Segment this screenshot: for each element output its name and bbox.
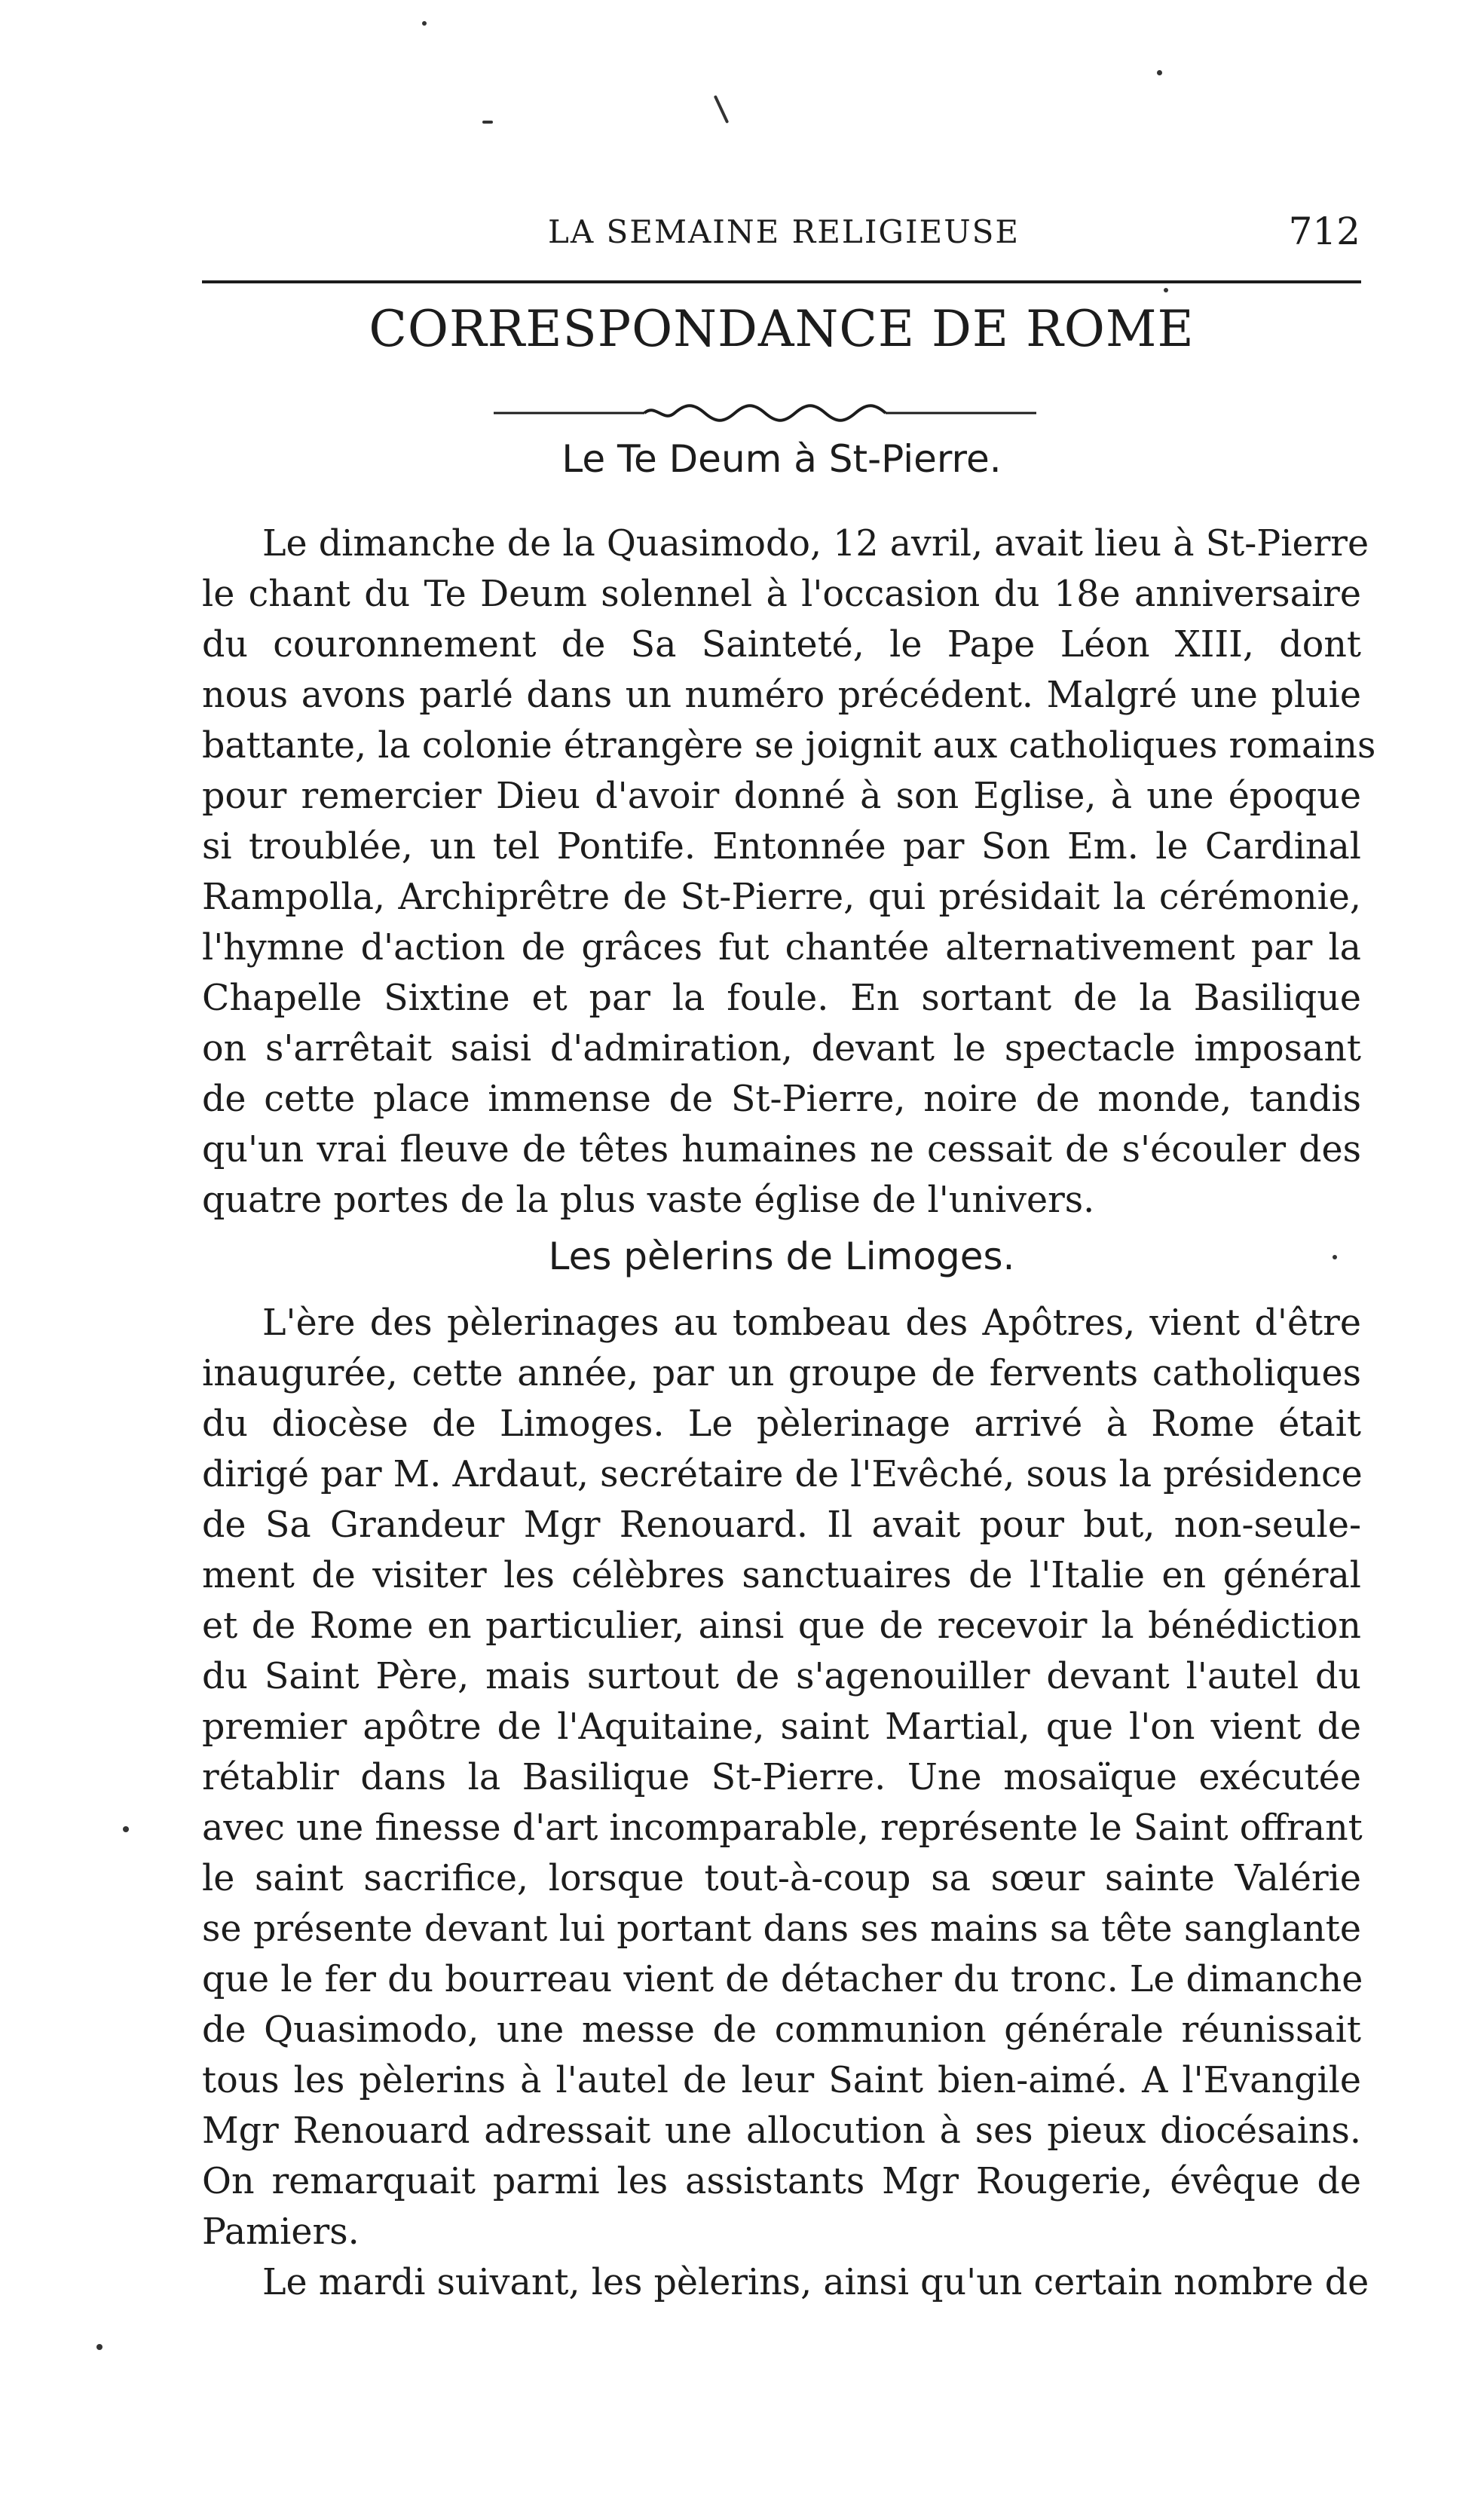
text-line: nous avons parlé dans un numéro précédent. Malgré une pluie — [202, 675, 1361, 716]
text-line: tous les pèlerins à l'autel de leur Saint bien-aimé. A l'Evangile — [202, 2060, 1361, 2101]
scan-speck — [1157, 70, 1162, 75]
text-line: et de Rome en particulier, ainsi que de recevoir la bénédiction — [202, 1605, 1361, 1647]
running-header — [207, 197, 1360, 265]
text-line: Chapelle Sixtine et par la foule. En sortant de la Basilique — [202, 978, 1361, 1019]
text-line: quatre portes de la plus vaste église de l'univers. — [202, 1180, 1095, 1221]
text-line: rétablir dans la Basilique St-Pierre. Une mosaïque exécutée — [202, 1757, 1361, 1798]
section-title-te-deum: Le Te Deum à St-Pierre. — [561, 437, 1002, 481]
scan-speck — [714, 95, 730, 124]
text-line: de Quasimodo, une messe de communion générale réunissait — [202, 2009, 1361, 2051]
text-line: du couronnement de Sa Sainteté, le Pape Léon XIII, dont — [202, 624, 1361, 666]
text-line: le saint sacrifice, lorsque tout-à-coup sa sœur sainte Valérie — [202, 1858, 1361, 1899]
text-line: Rampolla, Archiprêtre de St-Pierre, qui présidait la cérémonie, — [202, 877, 1361, 918]
text-line: qu'un vrai fleuve de têtes humaines ne cessait de s'écouler des — [202, 1129, 1361, 1170]
text-line: de cette place immense de St-Pierre, noire de monde, tandis — [202, 1079, 1361, 1120]
scan-speck — [1164, 288, 1168, 292]
text-line: ment de visiter les célèbres sanctuaires de l'Italie en général — [202, 1555, 1361, 1596]
text-line: de Sa Grandeur Mgr Renouard. Il avait pour but, non-seule- — [202, 1504, 1361, 1546]
header-rule — [202, 280, 1361, 283]
text-line: se présente devant lui portant dans ses mains sa tête sanglante — [202, 1908, 1361, 1950]
text-line: Le mardi suivant, les pèlerins, ainsi qu'un certain nombre de — [262, 2262, 1369, 2303]
text-line: L'ère des pèlerinages au tombeau des Apôtres, vient d'être — [262, 1302, 1361, 1344]
scan-speck — [123, 1826, 129, 1832]
text-line: battante, la colonie étrangère se joignit aux catholiques romains — [202, 725, 1376, 767]
text-line: l'hymne d'action de grâces fut chantée alternativement par la — [202, 927, 1361, 969]
text-line: si troublée, un tel Pontife. Entonnée par Son Em. le Cardinal — [202, 826, 1361, 868]
section-title-limoges: Les pèlerins de Limoges. — [548, 1235, 1015, 1278]
article-title: CORRESPONDANCE DE ROME — [369, 300, 1195, 358]
text-line: pour remercier Dieu d'avoir donné à son Eglise, à une époque — [202, 776, 1361, 817]
title-ornament — [494, 403, 1036, 423]
text-line: du diocèse de Limoges. Le pèlerinage arrivé à Rome était — [202, 1403, 1361, 1445]
scan-speck — [422, 21, 427, 26]
text-line: Le dimanche de la Quasimodo, 12 avril, avait lieu à St-Pierre — [262, 523, 1369, 565]
text-line: avec une finesse d'art incomparable, représente le Saint offrant — [202, 1807, 1363, 1849]
text-line: le chant du Te Deum solennel à l'occasion du 18e anniversaire — [202, 574, 1361, 615]
text-line: premier apôtre de l'Aquitaine, saint Martial, que l'on vient de — [202, 1706, 1361, 1748]
scan-speck — [96, 2344, 103, 2350]
section-body-limoges — [202, 1298, 1369, 2308]
section-body-te-deum — [202, 519, 1376, 1226]
running-title: LA SEMAINE RELIGIEUSE — [547, 213, 1020, 250]
scan-speck — [482, 121, 493, 124]
text-line: on s'arrêtait saisi d'admiration, devant le spectacle imposant — [202, 1028, 1361, 1069]
text-line: que le fer du bourreau vient de détacher du tronc. Le dimanche — [202, 1959, 1363, 2000]
text-line: On remarquait parmi les assistants Mgr Rougerie, évêque de — [202, 2161, 1361, 2202]
text-line: dirigé par M. Ardaut, secrétaire de l'Evêché, sous la présidence — [202, 1454, 1363, 1495]
text-line: du Saint Père, mais surtout de s'agenouiller devant l'autel du — [202, 1656, 1361, 1697]
text-line: Mgr Renouard adressait une allocution à ses pieux diocésains. — [202, 2110, 1361, 2152]
text-line: Pamiers. — [202, 2211, 360, 2253]
text-line: inaugurée, cette année, par un groupe de fervents catholiques — [202, 1353, 1361, 1394]
page-number: 712 — [1288, 210, 1360, 253]
